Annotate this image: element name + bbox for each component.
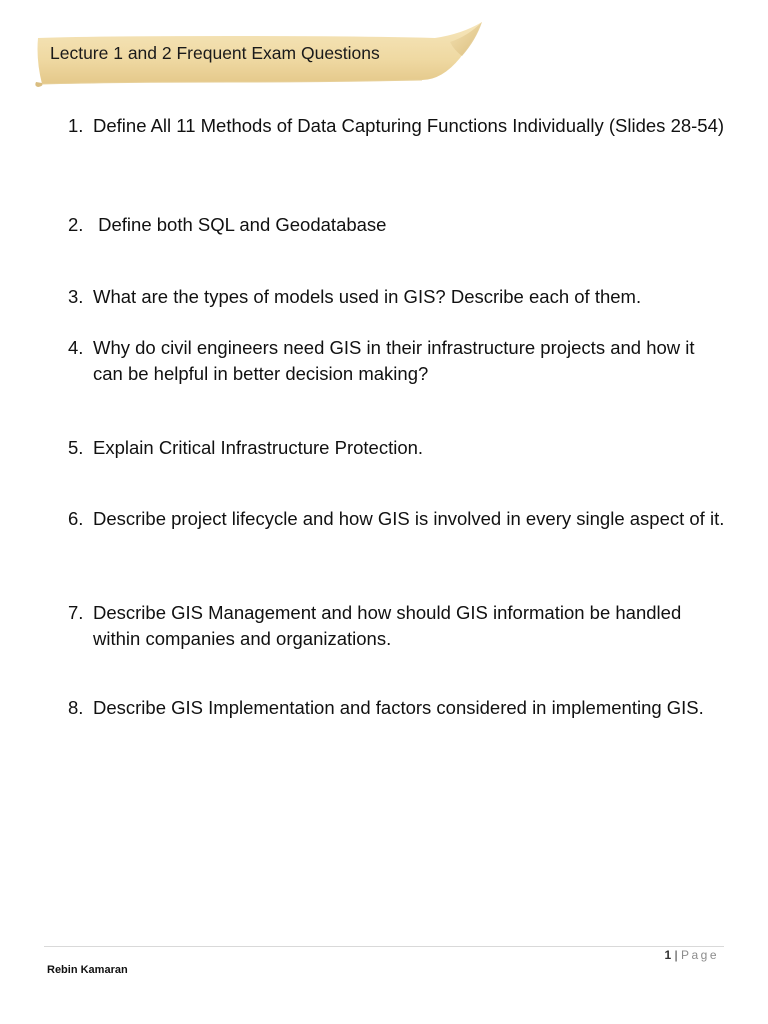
list-item <box>68 695 728 721</box>
page-number: 1 <box>664 948 672 962</box>
question-text: Describe GIS Management and how should GIS information be handled within companies and organizations. <box>93 602 682 649</box>
list-item <box>68 435 728 461</box>
page-number-label <box>664 948 719 962</box>
list-item <box>68 600 728 651</box>
list-number: 7. <box>68 602 84 623</box>
page-title: Lecture 1 and 2 Frequent Exam Questions <box>50 43 380 63</box>
question-text: Why do civil engineers need GIS in their infrastructure projects and how it can be helpful in better decision making? <box>93 337 695 384</box>
list-number: 1. <box>68 115 84 136</box>
page-word: Page <box>680 948 719 962</box>
list-number: 8. <box>68 697 84 718</box>
list-item <box>68 335 728 386</box>
list-item <box>68 284 728 310</box>
list-number: 4. <box>68 337 84 358</box>
footer-divider <box>44 946 724 947</box>
question-text: What are the types of models used in GIS? Describe each of them. <box>93 286 642 307</box>
question-text: Define All 11 Methods of Data Capturing Functions Individually (Slides 28-54) <box>93 115 725 136</box>
list-item <box>68 113 728 139</box>
question-text: Explain Critical Infrastructure Protection. <box>93 437 424 458</box>
list-number: 2. <box>68 214 84 235</box>
page-separator: | <box>674 948 678 962</box>
author-name: Rebin Kamaran <box>47 964 128 976</box>
list-number: 5. <box>68 437 84 458</box>
list-number: 6. <box>68 508 84 529</box>
list-number: 3. <box>68 286 84 307</box>
list-item <box>68 212 728 238</box>
question-text: Define both SQL and Geodatabase <box>93 214 387 235</box>
question-text: Describe project lifecycle and how GIS is involved in every single aspect of it. <box>93 508 725 529</box>
question-text: Describe GIS Implementation and factors considered in implementing GIS. <box>93 697 704 718</box>
list-item <box>68 506 728 532</box>
